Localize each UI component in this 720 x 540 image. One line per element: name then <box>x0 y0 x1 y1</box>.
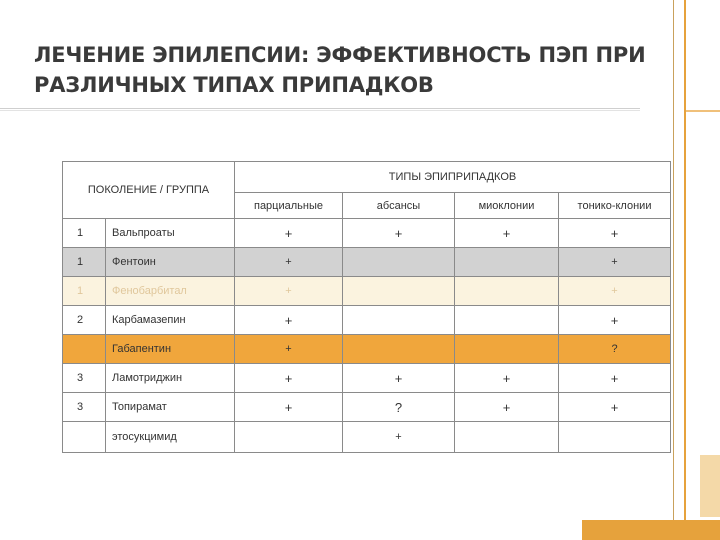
efficacy-table <box>62 161 671 453</box>
row-cell: + <box>343 422 455 453</box>
title-underline-secondary <box>0 110 640 111</box>
row-drug-name: этосукцимид <box>106 422 235 453</box>
row-cell: + <box>235 219 343 248</box>
frame-accent-right <box>700 455 720 517</box>
row-cell: + <box>559 364 671 393</box>
row-cell <box>455 277 559 306</box>
table-row <box>63 335 671 364</box>
row-cell <box>455 306 559 335</box>
row-cell: + <box>559 219 671 248</box>
row-cell <box>559 422 671 453</box>
row-cell <box>343 335 455 364</box>
row-cell: + <box>343 219 455 248</box>
row-generation: 1 <box>63 219 106 248</box>
row-cell <box>455 335 559 364</box>
row-cell: + <box>235 277 343 306</box>
row-drug-name: Ламотриджин <box>106 364 235 393</box>
slide-title-line1: ЛЕЧЕНИЕ ЭПИЛЕПСИИ: ЭФФЕКТИВНОСТЬ ПЭП ПРИ <box>34 43 646 67</box>
header-generation-group: ПОКОЛЕНИЕ / ГРУППА <box>63 162 235 219</box>
row-cell: + <box>455 219 559 248</box>
table-row <box>63 393 671 422</box>
slide-title-line2: РАЗЛИЧНЫХ ТИПАХ ПРИПАДКОВ <box>34 73 434 97</box>
row-cell: + <box>235 306 343 335</box>
row-generation: 1 <box>63 277 106 306</box>
table-row <box>63 277 671 306</box>
frame-accent-top <box>686 110 720 112</box>
row-cell: + <box>559 248 671 277</box>
row-cell: ? <box>343 393 455 422</box>
row-drug-name: Карбамазепин <box>106 306 235 335</box>
row-cell: ? <box>559 335 671 364</box>
row-drug-name: Фентоин <box>106 248 235 277</box>
frame-accent-bottom <box>582 520 720 540</box>
row-drug-name: Габапентин <box>106 335 235 364</box>
column-header: миоклонии <box>455 193 559 219</box>
table-row <box>63 219 671 248</box>
row-generation <box>63 335 106 364</box>
row-cell: + <box>559 306 671 335</box>
row-cell <box>343 277 455 306</box>
row-generation <box>63 422 106 453</box>
row-drug-name: Фенобарбитал <box>106 277 235 306</box>
row-generation: 3 <box>63 393 106 422</box>
row-cell: + <box>455 364 559 393</box>
row-cell <box>455 248 559 277</box>
slide-title <box>34 40 694 100</box>
row-cell <box>455 422 559 453</box>
row-cell <box>235 422 343 453</box>
row-cell <box>343 306 455 335</box>
table-row <box>63 364 671 393</box>
row-drug-name: Вальпроаты <box>106 219 235 248</box>
column-header: тонико-клонии <box>559 193 671 219</box>
row-cell: + <box>343 364 455 393</box>
row-generation: 2 <box>63 306 106 335</box>
row-cell: + <box>559 277 671 306</box>
column-header: абсансы <box>343 193 455 219</box>
row-cell <box>343 248 455 277</box>
title-underline <box>0 108 640 109</box>
header-seizure-types: ТИПЫ ЭПИПРИПАДКОВ <box>235 162 671 193</box>
row-cell: + <box>235 393 343 422</box>
row-generation: 3 <box>63 364 106 393</box>
row-cell: + <box>559 393 671 422</box>
row-cell: + <box>235 335 343 364</box>
row-cell: + <box>235 248 343 277</box>
table-row <box>63 248 671 277</box>
row-cell: + <box>455 393 559 422</box>
row-drug-name: Топирамат <box>106 393 235 422</box>
row-cell: + <box>235 364 343 393</box>
column-header: парциальные <box>235 193 343 219</box>
row-generation: 1 <box>63 248 106 277</box>
table-row <box>63 422 671 453</box>
table-row <box>63 306 671 335</box>
